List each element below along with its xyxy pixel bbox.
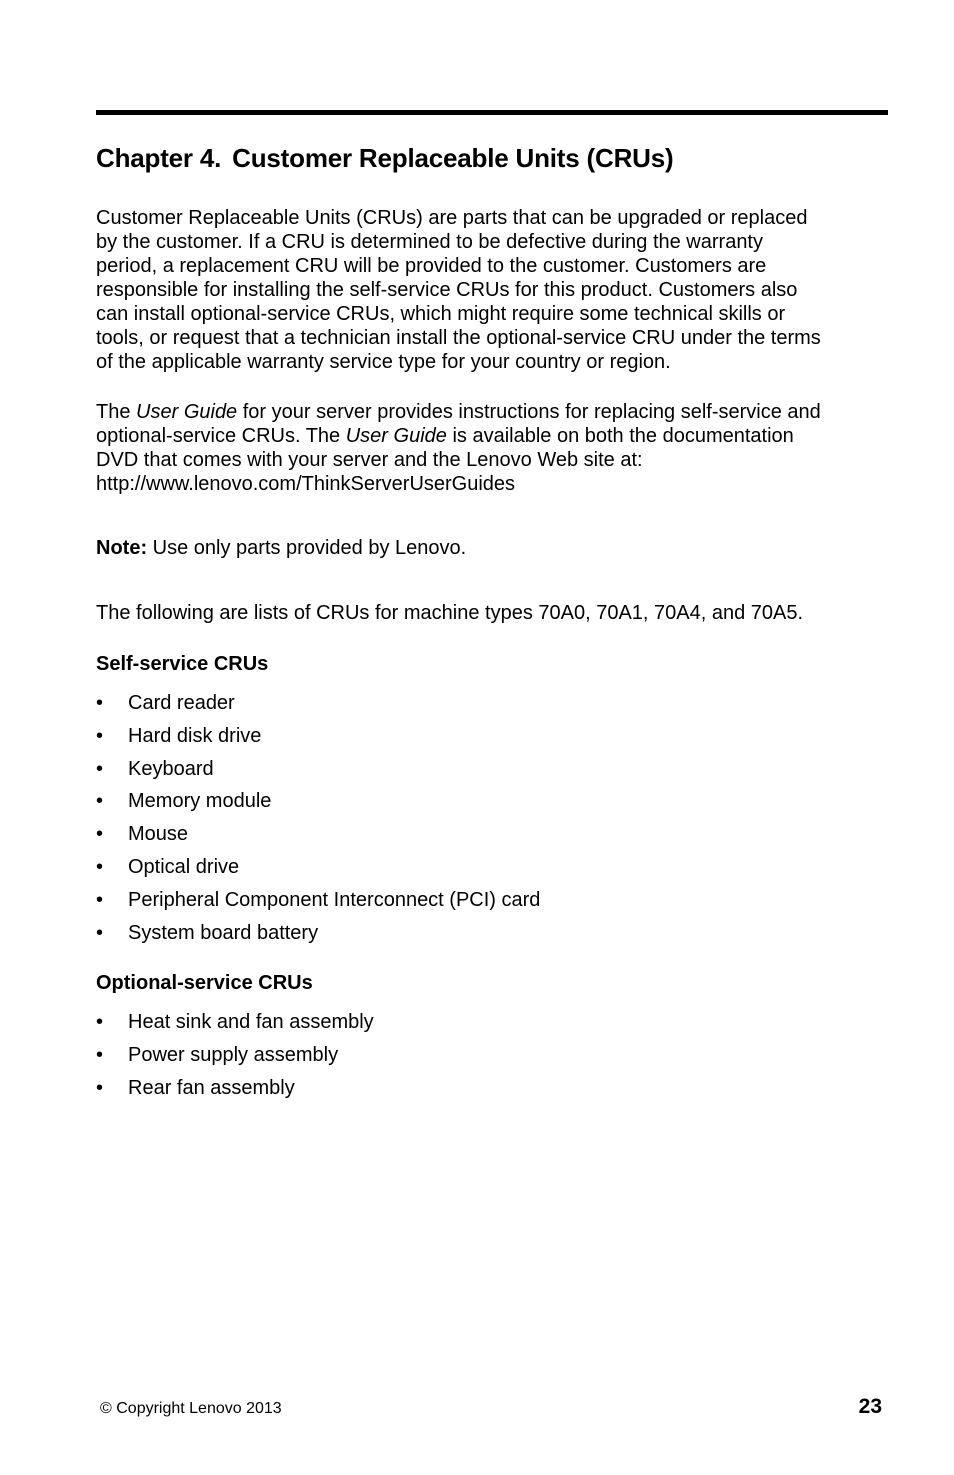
list-item-text: Card reader <box>128 692 235 714</box>
intro-line: can install optional-service CRUs, which might require some technical skills or <box>96 303 786 325</box>
list-item-text: Mouse <box>128 823 189 846</box>
user-guide-line: DVD that comes with your server and the Lenovo Web site at: <box>96 449 643 471</box>
list-item <box>96 1043 374 1076</box>
intro-paragraph <box>96 206 896 374</box>
bullet: • <box>96 1076 104 1099</box>
list-item-text: Rear fan assembly <box>128 1076 295 1099</box>
bullet: • <box>96 855 104 878</box>
self-service-list <box>96 691 540 953</box>
intro-line: period, a replacement CRU will be provided to the customer. Customers are <box>96 255 767 277</box>
text-run: for your server provides instructions for replacing self-service and <box>237 401 821 423</box>
intro-line: Customer Replaceable Units (CRUs) are parts that can be upgraded or replaced <box>96 207 808 229</box>
list-item <box>96 1076 374 1109</box>
optional-service-heading: Optional-service CRUs <box>96 972 313 994</box>
intro-line: of the applicable warranty service type for your country or region. <box>96 351 671 373</box>
chapter-top-rule <box>96 110 888 115</box>
chapter-title <box>96 142 673 174</box>
note-paragraph <box>96 536 896 560</box>
lists-intro-paragraph <box>96 601 896 625</box>
list-item <box>96 855 540 888</box>
list-item <box>96 789 540 822</box>
list-item-text: Power supply assembly <box>128 1043 339 1066</box>
intro-line: responsible for installing the self-service CRUs for this product. Customers also <box>96 279 798 301</box>
user-guide-title: User Guide <box>345 425 447 447</box>
note-label: Note: <box>96 537 148 559</box>
footer-copyright: © Copyright Lenovo 2013 <box>100 1400 282 1417</box>
self-service-heading: Self-service CRUs <box>96 653 269 675</box>
bullet: • <box>96 1011 104 1033</box>
lists-intro-line: The following are lists of CRUs for machine types 70A0, 70A1, 70A4, and 70A5. <box>96 602 804 624</box>
list-item <box>96 921 540 954</box>
user-guide-url: http://www.lenovo.com/ThinkServerUserGuides <box>96 473 516 495</box>
text-run: The <box>96 401 137 423</box>
list-item-text: System board battery <box>128 921 319 944</box>
page-number: 23 <box>858 1395 882 1418</box>
list-item <box>96 691 540 724</box>
list-item-text: Memory module <box>128 790 272 813</box>
bullet: • <box>96 921 104 944</box>
note-line <box>96 536 896 560</box>
intro-line: by the customer. If a CRU is determined to be defective during the warranty <box>96 231 763 253</box>
chapter-number: Chapter 4. <box>96 143 222 173</box>
bullet: • <box>96 692 104 714</box>
list-item <box>96 822 540 855</box>
list-item-text: Heat sink and fan assembly <box>128 1011 374 1033</box>
chapter-title-text: Customer Replaceable Units (CRUs) <box>232 143 674 173</box>
list-item <box>96 1010 374 1043</box>
bullet: • <box>96 757 104 780</box>
bullet: • <box>96 1043 104 1066</box>
user-guide-line <box>96 424 896 448</box>
note-text: Use only parts provided by Lenovo. <box>147 537 467 559</box>
text-run: optional-service CRUs. The <box>96 425 346 447</box>
intro-line: tools, or request that a technician install the optional-service CRU under the terms <box>96 327 821 349</box>
list-item-text: Optical drive <box>128 855 240 878</box>
optional-service-list <box>96 1010 374 1108</box>
list-item-text: Keyboard <box>128 757 214 780</box>
user-guide-title: User Guide <box>136 401 238 423</box>
user-guide-line <box>96 400 896 424</box>
list-item <box>96 888 540 921</box>
bullet: • <box>96 724 104 747</box>
list-item <box>96 757 540 790</box>
bullet: • <box>96 790 104 813</box>
list-item-text: Hard disk drive <box>128 724 262 747</box>
bullet: • <box>96 823 104 846</box>
list-item <box>96 724 540 757</box>
bullet: • <box>96 888 104 911</box>
text-run: is available on both the documentation <box>446 425 794 447</box>
list-item-text: Peripheral Component Interconnect (PCI) card <box>128 888 541 911</box>
user-guide-paragraph <box>96 400 896 496</box>
